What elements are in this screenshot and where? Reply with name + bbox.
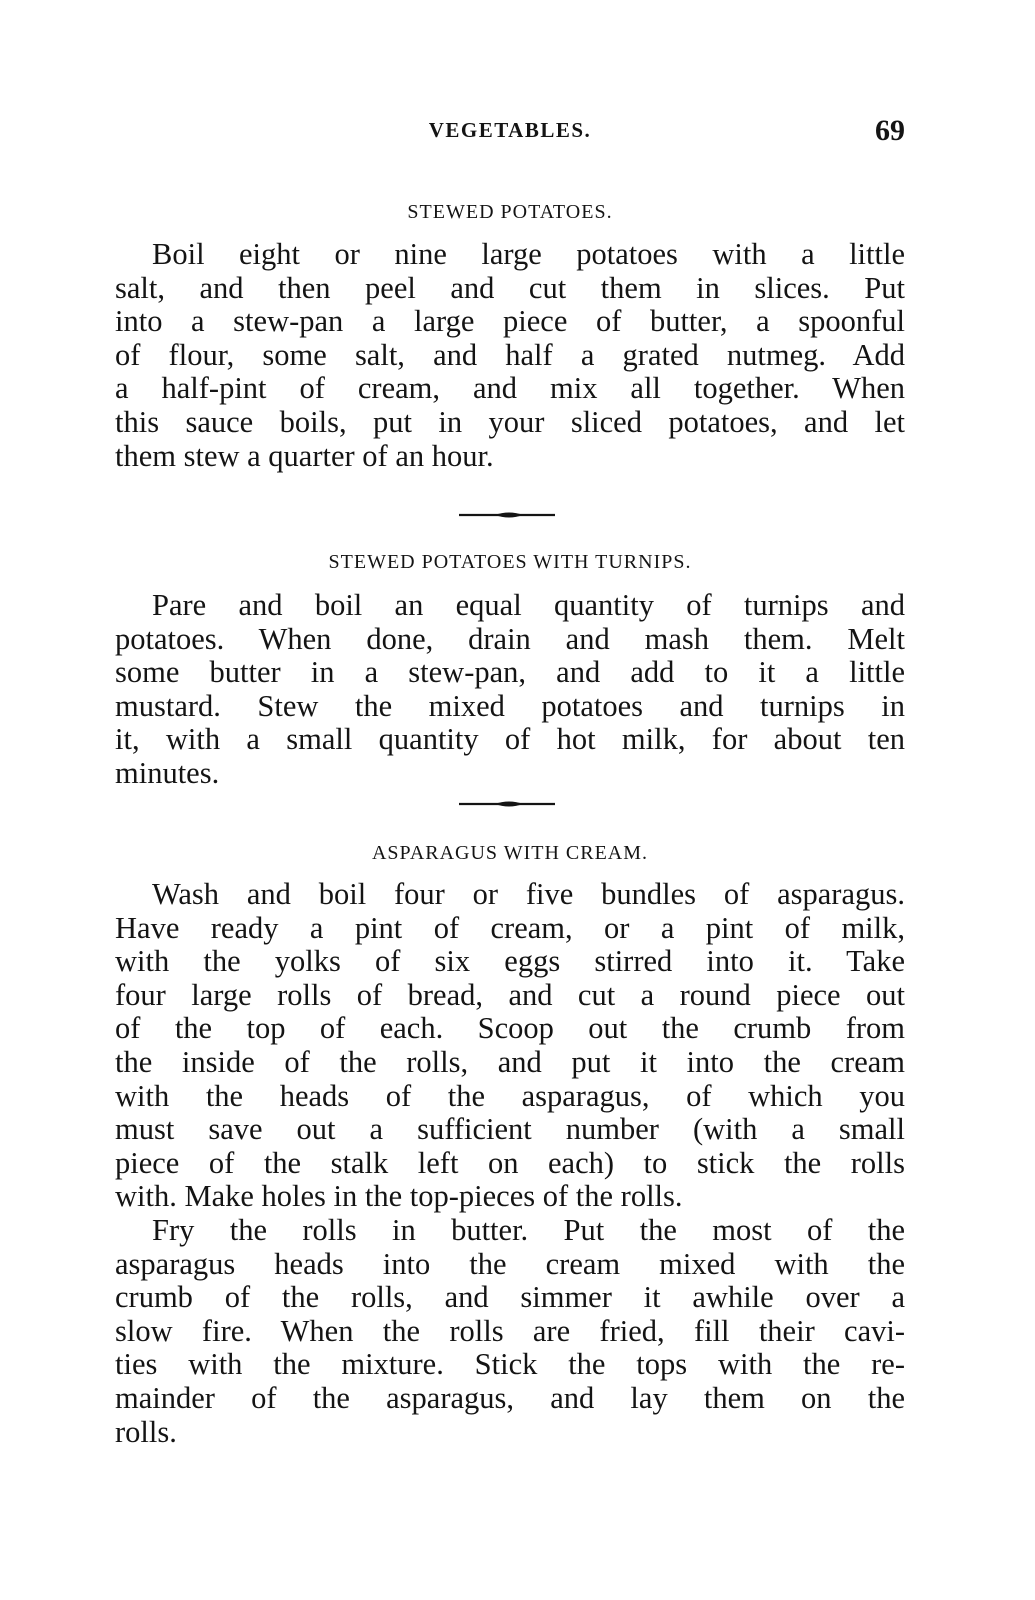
text-line: minutes.	[115, 755, 220, 790]
text-line: with. Make holes in the top-pieces of the rolls.	[115, 1179, 683, 1214]
text-line: four large rolls of bread, and cut a round piece out	[115, 977, 905, 1012]
section-divider-ornament	[457, 509, 557, 521]
text-line: mustard. Stew the mixed potatoes and turnips in	[115, 688, 905, 723]
recipe-paragraph	[115, 589, 905, 791]
recipe-paragraph	[115, 878, 905, 1214]
text-line: of flour, some salt, and half a grated nutmeg. Add	[115, 337, 905, 372]
text-line: Boil eight or nine large potatoes with a little	[152, 237, 905, 271]
text-line: it, with a small quantity of hot milk, for about ten	[115, 722, 905, 757]
text-line: Pare and boil an equal quantity of turnips and	[152, 588, 905, 622]
running-head	[115, 116, 905, 148]
text-line: Have ready a pint of cream, or a pint of milk,	[115, 910, 905, 945]
recipe-title-stewed-potatoes-with-turnips: STEWED POTATOES WITH TURNIPS.	[328, 551, 692, 573]
text-line: crumb of the rolls, and simmer it awhile over a	[115, 1280, 905, 1315]
recipe-title-stewed-potatoes: STEWED POTATOES.	[407, 201, 613, 223]
text-line: slow fire. When the rolls are fried, fill their cavi-	[115, 1313, 905, 1348]
text-line: must save out a sufficient number (with a small	[115, 1112, 905, 1147]
text-line: some butter in a stew-pan, and add to it a little	[115, 655, 905, 690]
text-line: into a stew-pan a large piece of butter, a spoonful	[115, 304, 905, 339]
running-title: VEGETABLES.	[428, 118, 592, 142]
text-line: with the heads of the asparagus, of which you	[115, 1078, 905, 1113]
text-line: rolls.	[115, 1414, 177, 1449]
text-line: Fry the rolls in butter. Put the most of the	[152, 1213, 905, 1247]
text-line: mainder of the asparagus, and lay them on the	[115, 1380, 905, 1415]
text-line: a half-pint of cream, and mix all together. When	[115, 371, 905, 406]
text-line: the inside of the rolls, and put it into the cream	[115, 1044, 905, 1079]
recipe-paragraph	[115, 238, 905, 473]
page-number: 69	[875, 114, 905, 147]
text-line: ties with the mixture. Stick the tops with the re-	[115, 1347, 905, 1382]
text-line: Wash and boil four or five bundles of asparagus.	[152, 877, 905, 911]
recipe-title-asparagus-with-cream: ASPARAGUS WITH CREAM.	[371, 842, 649, 864]
text-line: piece of the stalk left on each) to stick the rolls	[115, 1145, 905, 1180]
text-line: with the yolks of six eggs stirred into it. Take	[115, 944, 905, 979]
text-line: of the top of each. Scoop out the crumb from	[115, 1011, 905, 1046]
text-line: this sauce boils, put in your sliced potatoes, and let	[115, 404, 905, 439]
text-line: them stew a quarter of an hour.	[115, 438, 494, 473]
text-line: potatoes. When done, drain and mash them. Melt	[115, 621, 905, 656]
text-line: asparagus heads into the cream mixed with the	[115, 1246, 905, 1281]
section-divider-ornament	[457, 798, 557, 810]
recipe-paragraph	[115, 1214, 905, 1449]
text-line: salt, and then peel and cut them in slices. Put	[115, 270, 905, 305]
